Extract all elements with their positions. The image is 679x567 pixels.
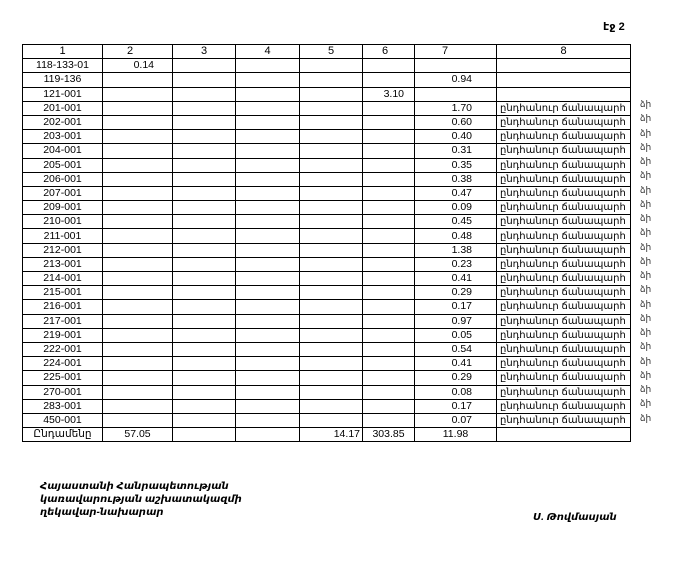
table-header-col-2: 2 bbox=[103, 45, 173, 59]
table-row-col-2 bbox=[103, 257, 173, 271]
table-row-col-8: ընդհանուր ճանապարհ bbox=[497, 115, 631, 129]
table-row-col-8: ընդհանուր ճանապարհ bbox=[497, 144, 631, 158]
table-total-row-col-2: 57.05 bbox=[103, 428, 173, 442]
table-row-col-5 bbox=[300, 286, 363, 300]
table-row-col-8: ընդհանուր ճանապարհ bbox=[497, 286, 631, 300]
table-row-col-2 bbox=[103, 215, 173, 229]
table-row-col-6 bbox=[363, 201, 415, 215]
table-row-col-4 bbox=[236, 172, 300, 186]
table-total-row-col-8 bbox=[497, 428, 631, 442]
table-row-col-8: ընդհանուր ճանապարհ bbox=[497, 229, 631, 243]
table-row-col-4 bbox=[236, 371, 300, 385]
table-row-col-5 bbox=[300, 399, 363, 413]
table-row bbox=[23, 413, 631, 427]
table-row-col-6 bbox=[363, 371, 415, 385]
table-row bbox=[23, 371, 631, 385]
table-row-col-6 bbox=[363, 144, 415, 158]
edge-mark: ձի bbox=[640, 270, 652, 280]
table-row bbox=[23, 144, 631, 158]
edge-mark: ձի bbox=[640, 227, 652, 238]
table-row-col-5 bbox=[300, 229, 363, 243]
table-row-col-7: 0.94 bbox=[415, 73, 497, 87]
table-row-col-3 bbox=[173, 73, 236, 87]
table-row-col-4 bbox=[236, 257, 300, 271]
edge-mark: ձի bbox=[640, 141, 652, 152]
table-row-col-3 bbox=[173, 130, 236, 144]
table-row bbox=[23, 243, 631, 257]
edge-mark: ձի bbox=[640, 327, 652, 337]
table-row-col-1: 213-001 bbox=[23, 257, 103, 271]
table-row-col-4 bbox=[236, 215, 300, 229]
table-row-col-7: 0.38 bbox=[415, 172, 497, 186]
table-row-col-4 bbox=[236, 229, 300, 243]
table-row-col-1: 222-001 bbox=[23, 342, 103, 356]
table-row-col-2 bbox=[103, 328, 173, 342]
table-row-col-2 bbox=[103, 385, 173, 399]
table-row-col-8: ընդհանուր ճանապարհ bbox=[497, 130, 631, 144]
table-row-col-8: ընդհանուր ճանապարհ bbox=[497, 328, 631, 342]
table-row-col-1: 215-001 bbox=[23, 286, 103, 300]
table-row-col-4 bbox=[236, 87, 300, 101]
table-row-col-6: 3.10 bbox=[363, 87, 415, 101]
table-row-col-5 bbox=[300, 144, 363, 158]
table-row bbox=[23, 286, 631, 300]
table-row-col-7: 0.17 bbox=[415, 399, 497, 413]
table-row-col-5 bbox=[300, 300, 363, 314]
table-header-col-7: 7 bbox=[415, 45, 497, 59]
table-row-col-5 bbox=[300, 101, 363, 115]
table-row bbox=[23, 229, 631, 243]
table-row-col-7: 0.23 bbox=[415, 257, 497, 271]
table-total-row-col-3 bbox=[173, 428, 236, 442]
table-total-row-col-7: 11.98 bbox=[415, 428, 497, 442]
table-total-row-col-5: 14.17 bbox=[300, 428, 363, 442]
table-row-col-1: 119-136 bbox=[23, 73, 103, 87]
edge-mark: ձի bbox=[640, 412, 652, 423]
table-row-col-5 bbox=[300, 172, 363, 186]
table-row-col-2 bbox=[103, 243, 173, 257]
table-row-col-5 bbox=[300, 115, 363, 129]
table-row-col-3 bbox=[173, 286, 236, 300]
table-row-col-6 bbox=[363, 342, 415, 356]
table-row-col-5 bbox=[300, 158, 363, 172]
table-row-col-1: 270-001 bbox=[23, 385, 103, 399]
table-row-col-4 bbox=[236, 328, 300, 342]
edge-marks bbox=[640, 97, 651, 425]
table-row-col-1: 450-001 bbox=[23, 413, 103, 427]
table-row-col-1: 205-001 bbox=[23, 158, 103, 172]
edge-mark: ձի bbox=[640, 198, 652, 209]
table-row-col-8: ընդհանուր ճանապարհ bbox=[497, 257, 631, 271]
table-row-col-6 bbox=[363, 272, 415, 286]
table-row-col-8 bbox=[497, 87, 631, 101]
table-row-col-2 bbox=[103, 272, 173, 286]
table-row bbox=[23, 215, 631, 229]
table-row-col-6 bbox=[363, 357, 415, 371]
table-row-col-5 bbox=[300, 87, 363, 101]
table-row-col-1: 214-001 bbox=[23, 272, 103, 286]
table-row bbox=[23, 201, 631, 215]
table-row-col-7: 0.29 bbox=[415, 371, 497, 385]
table-total-row-col-6: 303.85 bbox=[363, 428, 415, 442]
signature-title bbox=[40, 480, 242, 519]
table-row-col-6 bbox=[363, 413, 415, 427]
table-row-col-5 bbox=[300, 314, 363, 328]
table-row-col-7: 0.47 bbox=[415, 186, 497, 200]
edge-mark: ձի bbox=[640, 213, 652, 223]
table-row-col-2 bbox=[103, 87, 173, 101]
table-row-col-4 bbox=[236, 286, 300, 300]
table-row-col-2 bbox=[103, 130, 173, 144]
table-row-col-3 bbox=[173, 59, 236, 73]
table-row-col-8: ընդհանուր ճանապարհ bbox=[497, 314, 631, 328]
table-row-col-6 bbox=[363, 130, 415, 144]
table-header bbox=[23, 45, 631, 59]
signer-name: Ս. Թովմասյան bbox=[533, 512, 617, 523]
table-row bbox=[23, 59, 631, 73]
table-row-col-8: ընդհանուր ճանապարհ bbox=[497, 342, 631, 356]
table-row-col-5 bbox=[300, 130, 363, 144]
table-row-col-7: 0.08 bbox=[415, 385, 497, 399]
table-row-col-6 bbox=[363, 257, 415, 271]
edge-mark: ձի bbox=[640, 241, 652, 252]
table-row-col-6 bbox=[363, 59, 415, 73]
table-row bbox=[23, 186, 631, 200]
table-row-col-7: 0.45 bbox=[415, 215, 497, 229]
table-row-col-3 bbox=[173, 272, 236, 286]
table-row-col-5 bbox=[300, 413, 363, 427]
table-row-col-6 bbox=[363, 286, 415, 300]
table-row-col-7: 1.38 bbox=[415, 243, 497, 257]
table-row-col-1: 206-001 bbox=[23, 172, 103, 186]
table-row-col-8: ընդհանուր ճանապարհ bbox=[497, 243, 631, 257]
table-row-col-1: 225-001 bbox=[23, 371, 103, 385]
table-row bbox=[23, 87, 631, 101]
table-row bbox=[23, 300, 631, 314]
table-row-col-3 bbox=[173, 385, 236, 399]
table-row-col-8: ընդհանուր ճանապարհ bbox=[497, 172, 631, 186]
table-row-col-3 bbox=[173, 342, 236, 356]
edge-mark: ձի bbox=[640, 369, 652, 380]
table-row-col-3 bbox=[173, 413, 236, 427]
table-header-col-6: 6 bbox=[363, 45, 415, 59]
table-row-col-1: 212-001 bbox=[23, 243, 103, 257]
table-row-col-6 bbox=[363, 186, 415, 200]
table-row-col-3 bbox=[173, 357, 236, 371]
table-row-col-7 bbox=[415, 59, 497, 73]
table-row bbox=[23, 342, 631, 356]
table-row-col-5 bbox=[300, 186, 363, 200]
table-row-col-2 bbox=[103, 186, 173, 200]
table-row-col-2 bbox=[103, 73, 173, 87]
edge-mark: ձի bbox=[640, 255, 652, 266]
table-row-col-2 bbox=[103, 101, 173, 115]
table-row-col-8: ընդհանուր ճանապարհ bbox=[497, 357, 631, 371]
table-row-col-1: 204-001 bbox=[23, 144, 103, 158]
table-row-col-1: 224-001 bbox=[23, 357, 103, 371]
table-row-col-3 bbox=[173, 144, 236, 158]
table-row-col-1: 209-001 bbox=[23, 201, 103, 215]
table-row-col-1: 210-001 bbox=[23, 215, 103, 229]
table-row-col-3 bbox=[173, 314, 236, 328]
table-total-row-col-4 bbox=[236, 428, 300, 442]
edge-mark: ձի bbox=[640, 127, 652, 138]
table-row-col-1: 202-001 bbox=[23, 115, 103, 129]
table-row-col-2 bbox=[103, 229, 173, 243]
edge-mark: ձի bbox=[640, 398, 652, 409]
table-row bbox=[23, 101, 631, 115]
signature-line-3: ղեկավար-նախարար bbox=[40, 507, 164, 518]
table-row-col-4 bbox=[236, 144, 300, 158]
table-row-col-6 bbox=[363, 399, 415, 413]
table-row-col-3 bbox=[173, 215, 236, 229]
edge-mark: ձի bbox=[640, 156, 652, 166]
edge-mark: ձի bbox=[640, 284, 652, 295]
table-row-col-7: 0.09 bbox=[415, 201, 497, 215]
signature-line-2: կառավարության աշխատակազմի bbox=[40, 494, 242, 505]
table-row-col-7: 0.35 bbox=[415, 158, 497, 172]
table-row-col-4 bbox=[236, 73, 300, 87]
table-row-col-2 bbox=[103, 286, 173, 300]
table-row-col-4 bbox=[236, 158, 300, 172]
table-row-col-4 bbox=[236, 101, 300, 115]
table-row bbox=[23, 257, 631, 271]
table-row-col-5 bbox=[300, 243, 363, 257]
table-row-col-3 bbox=[173, 186, 236, 200]
table-row bbox=[23, 158, 631, 172]
table-row-col-2 bbox=[103, 357, 173, 371]
table-row-col-7: 0.54 bbox=[415, 342, 497, 356]
edge-mark: ձի bbox=[640, 355, 652, 366]
table-row-col-8 bbox=[497, 73, 631, 87]
table-row-col-7 bbox=[415, 87, 497, 101]
table-row-col-8: ընդհանուր ճանապարհ bbox=[497, 201, 631, 215]
table-header-col-1: 1 bbox=[23, 45, 103, 59]
edge-mark: ձի bbox=[640, 99, 652, 109]
table-row-col-2: 0.14 bbox=[103, 59, 173, 73]
table-row-col-4 bbox=[236, 59, 300, 73]
table-row-col-2 bbox=[103, 399, 173, 413]
table-row-col-4 bbox=[236, 342, 300, 356]
table-row-col-6 bbox=[363, 243, 415, 257]
table-row-col-8: ընդհանուր ճանապարհ bbox=[497, 215, 631, 229]
table-row-col-6 bbox=[363, 215, 415, 229]
table-row bbox=[23, 172, 631, 186]
table-row-col-1: 219-001 bbox=[23, 328, 103, 342]
table-row-col-7: 0.29 bbox=[415, 286, 497, 300]
table-row-col-7: 0.97 bbox=[415, 314, 497, 328]
table-row-col-6 bbox=[363, 158, 415, 172]
land-table bbox=[22, 44, 631, 442]
table-row-col-7: 1.70 bbox=[415, 101, 497, 115]
edge-mark: ձի bbox=[640, 170, 652, 181]
table-row-col-3 bbox=[173, 101, 236, 115]
table-header-col-5: 5 bbox=[300, 45, 363, 59]
table-row-col-5 bbox=[300, 215, 363, 229]
table-row-col-1: 207-001 bbox=[23, 186, 103, 200]
table-row-col-5 bbox=[300, 328, 363, 342]
table-row-col-7: 0.48 bbox=[415, 229, 497, 243]
table-row bbox=[23, 314, 631, 328]
table-row-col-7: 0.41 bbox=[415, 357, 497, 371]
table-row-col-6 bbox=[363, 385, 415, 399]
table-row-col-3 bbox=[173, 399, 236, 413]
table-row-col-5 bbox=[300, 257, 363, 271]
table-row-col-2 bbox=[103, 158, 173, 172]
table-row-col-5 bbox=[300, 371, 363, 385]
table-row-col-1: 283-001 bbox=[23, 399, 103, 413]
table-row-col-5 bbox=[300, 342, 363, 356]
table-row-col-3 bbox=[173, 229, 236, 243]
table-row bbox=[23, 272, 631, 286]
table-row-col-8: ընդհանուր ճանապարհ bbox=[497, 371, 631, 385]
table-row-col-1: 203-001 bbox=[23, 130, 103, 144]
table-row-col-8: ընդհանուր ճանապարհ bbox=[497, 385, 631, 399]
table-row-col-8: ընդհանուր ճանապարհ bbox=[497, 101, 631, 115]
table-row-col-8: ընդհանուր ճանապարհ bbox=[497, 186, 631, 200]
table-row bbox=[23, 328, 631, 342]
table-row-col-3 bbox=[173, 115, 236, 129]
table-row bbox=[23, 357, 631, 371]
table-row-col-4 bbox=[236, 243, 300, 257]
table-row bbox=[23, 115, 631, 129]
table-row-col-3 bbox=[173, 328, 236, 342]
table-header-col-3: 3 bbox=[173, 45, 236, 59]
table-row-col-8: ընդհանուր ճանապարհ bbox=[497, 300, 631, 314]
table-row-col-2 bbox=[103, 413, 173, 427]
table-total-row-col-1: Ընդամենը bbox=[23, 428, 103, 442]
edge-mark: ձի bbox=[640, 341, 652, 352]
table-row bbox=[23, 385, 631, 399]
signature-line-1: Հայաստանի Հանրապետության bbox=[40, 481, 229, 492]
table-row-col-6 bbox=[363, 314, 415, 328]
table-row-col-5 bbox=[300, 59, 363, 73]
table-row-col-4 bbox=[236, 385, 300, 399]
table-row bbox=[23, 399, 631, 413]
table-row-col-6 bbox=[363, 229, 415, 243]
edge-mark: ձի bbox=[640, 384, 652, 394]
table-row-col-2 bbox=[103, 144, 173, 158]
table-row-col-2 bbox=[103, 172, 173, 186]
table-row bbox=[23, 73, 631, 87]
table-row-col-5 bbox=[300, 73, 363, 87]
table-row-col-3 bbox=[173, 243, 236, 257]
table-row-col-7: 0.41 bbox=[415, 272, 497, 286]
table-row-col-6 bbox=[363, 328, 415, 342]
table-row-col-4 bbox=[236, 201, 300, 215]
table-header-col-4: 4 bbox=[236, 45, 300, 59]
table-total-row bbox=[23, 428, 631, 442]
table-row-col-5 bbox=[300, 201, 363, 215]
table-row-col-7: 0.05 bbox=[415, 328, 497, 342]
table-row-col-5 bbox=[300, 272, 363, 286]
table-header-col-8: 8 bbox=[497, 45, 631, 59]
edge-mark: ձի bbox=[640, 113, 652, 124]
table-row-col-4 bbox=[236, 115, 300, 129]
table-row-col-6 bbox=[363, 101, 415, 115]
table-row-col-4 bbox=[236, 399, 300, 413]
edge-mark: ձի bbox=[640, 184, 652, 195]
table-row-col-7: 0.60 bbox=[415, 115, 497, 129]
table-row-col-1: 201-001 bbox=[23, 101, 103, 115]
edge-mark: ձի bbox=[640, 298, 652, 309]
table-row-col-6 bbox=[363, 115, 415, 129]
table-row-col-3 bbox=[173, 172, 236, 186]
table-row-col-7: 0.40 bbox=[415, 130, 497, 144]
table-row-col-4 bbox=[236, 130, 300, 144]
table-row-col-6 bbox=[363, 73, 415, 87]
table-row-col-8: ընդհանուր ճանապարհ bbox=[497, 413, 631, 427]
table-row bbox=[23, 130, 631, 144]
table-row-col-3 bbox=[173, 87, 236, 101]
edge-mark: ձի bbox=[640, 312, 652, 323]
table-row-col-4 bbox=[236, 300, 300, 314]
table-row-col-3 bbox=[173, 201, 236, 215]
table-row-col-4 bbox=[236, 272, 300, 286]
table-row-col-4 bbox=[236, 413, 300, 427]
table-row-col-4 bbox=[236, 314, 300, 328]
table-row-col-1: 118-133-01 bbox=[23, 59, 103, 73]
table-row-col-8 bbox=[497, 59, 631, 73]
table-row-col-2 bbox=[103, 115, 173, 129]
table-row-col-7: 0.17 bbox=[415, 300, 497, 314]
table-row-col-3 bbox=[173, 158, 236, 172]
table-row-col-2 bbox=[103, 201, 173, 215]
table-row-col-7: 0.07 bbox=[415, 413, 497, 427]
table-row-col-3 bbox=[173, 257, 236, 271]
table-row-col-2 bbox=[103, 342, 173, 356]
table-row-col-4 bbox=[236, 186, 300, 200]
table-row-col-2 bbox=[103, 300, 173, 314]
table-row-col-8: ընդհանուր ճանապարհ bbox=[497, 399, 631, 413]
table-row-col-8: ընդհանուր ճանապարհ bbox=[497, 272, 631, 286]
table-row-col-3 bbox=[173, 300, 236, 314]
table-row-col-7: 0.31 bbox=[415, 144, 497, 158]
table-row-col-1: 211-001 bbox=[23, 229, 103, 243]
table-row-col-6 bbox=[363, 172, 415, 186]
table-row-col-5 bbox=[300, 357, 363, 371]
table-row-col-5 bbox=[300, 385, 363, 399]
table-row-col-4 bbox=[236, 357, 300, 371]
table-row-col-2 bbox=[103, 371, 173, 385]
table-row-col-3 bbox=[173, 371, 236, 385]
table-row-col-1: 217-001 bbox=[23, 314, 103, 328]
page-number: էջ 2 bbox=[603, 21, 625, 33]
table-row-col-8: ընդհանուր ճանապարհ bbox=[497, 158, 631, 172]
table-row-col-1: 121-001 bbox=[23, 87, 103, 101]
table-row-col-2 bbox=[103, 314, 173, 328]
table-row-col-1: 216-001 bbox=[23, 300, 103, 314]
table-row-col-6 bbox=[363, 300, 415, 314]
